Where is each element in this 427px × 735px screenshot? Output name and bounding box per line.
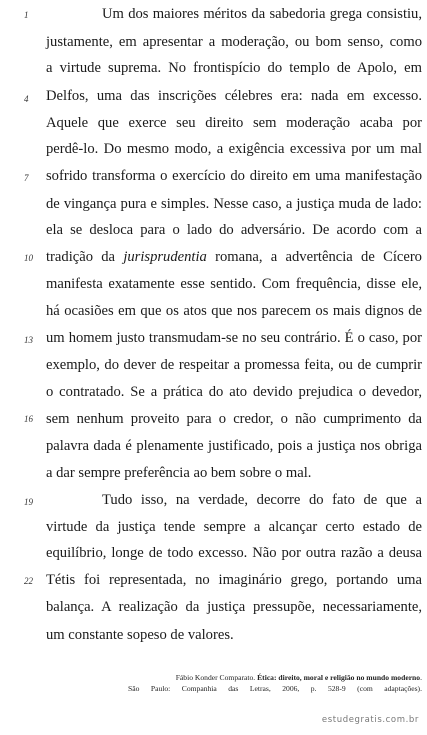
text-line: justamente, em apresentar a moderação, ou bom senso, como xyxy=(46,34,422,50)
line-number: 13 xyxy=(24,335,33,345)
source-citation xyxy=(128,672,422,683)
text-line: manifesta exatamente esse sentido. Com frequência, disse ele, xyxy=(46,276,422,292)
text-line: a virtude suprema. No frontispício do templo de Apolo, em xyxy=(46,60,422,76)
line-number: 10 xyxy=(24,253,33,263)
text-line: palavra dada é plenamente justificado, pois a justiça nos obriga xyxy=(46,438,422,454)
text-fragment: tradição da xyxy=(46,249,124,265)
text-line: a dar sempre preferência ao bem sobre o mal. xyxy=(46,465,312,481)
text-line: sofrido transforma o exercício do direito em uma manifestação xyxy=(46,168,422,184)
italic-term: jurisprudentia xyxy=(123,249,207,265)
text-line: ela se desloca para o lado do adversário. De acordo com a xyxy=(46,222,422,238)
line-number: 22 xyxy=(24,576,33,586)
site-watermark: estudegratis.com.br xyxy=(321,715,419,725)
source-author: Fábio Konder Comparato. xyxy=(175,673,258,682)
line-number: 7 xyxy=(24,173,29,183)
text-line xyxy=(46,247,422,267)
text-line: Um dos maiores méritos da sabedoria grega consistiu, xyxy=(102,6,422,22)
text-line: de vingança pura e simples. Nesse caso, a justiça muda de lado: xyxy=(46,196,422,212)
text-line: um constante sopeso de valores. xyxy=(46,627,234,643)
source-title: Ética: direito, moral e religião no mundo moderno xyxy=(257,673,421,682)
text-line: Delfos, uma das inscrições célebres era: nada em excesso. xyxy=(46,88,422,104)
text-line: Tétis foi representada, no imaginário grego, portando uma xyxy=(46,572,422,588)
line-number: 1 xyxy=(24,10,29,20)
text-line: o contratado. Se a prática do ato devido prejudica o devedor, xyxy=(46,384,422,400)
text-line: sem nenhum proveito para o credor, o não cumprimento da xyxy=(46,411,422,427)
text-line: exemplo, do dever de respeitar a promessa feita, ou de cumprir xyxy=(46,357,422,373)
text-line: Tudo isso, na verdade, decorre do fato de que a xyxy=(102,492,422,508)
line-number: 19 xyxy=(24,497,33,507)
text-line: equilíbrio, longe de todo excesso. Não por outra razão a deusa xyxy=(46,545,422,561)
text-line: perdê-lo. Do mesmo modo, a exigência excessiva por um mal xyxy=(46,141,422,157)
text-line: Aquele que exerce seu direito sem moderação acaba por xyxy=(46,115,422,131)
text-fragment: romana, a advertência de Cícero xyxy=(206,249,422,265)
text-line: há ocasiões em que os atos que nos parecem os mais dignos de xyxy=(46,303,422,319)
line-number: 4 xyxy=(24,94,29,104)
source-publisher: São Paulo: Companhia das Letras, 2006, p. 528-9 (com adaptações). xyxy=(128,684,422,693)
text-line: balança. A realização da justiça pressupõe, necessariamente, xyxy=(46,599,422,615)
line-number: 16 xyxy=(24,414,33,424)
text-line: virtude da justiça tende sempre a alcançar certo estado de xyxy=(46,519,422,535)
source-end: . xyxy=(420,673,422,682)
text-line: um homem justo transmudam-se no seu contrário. É o caso, por xyxy=(46,330,422,346)
